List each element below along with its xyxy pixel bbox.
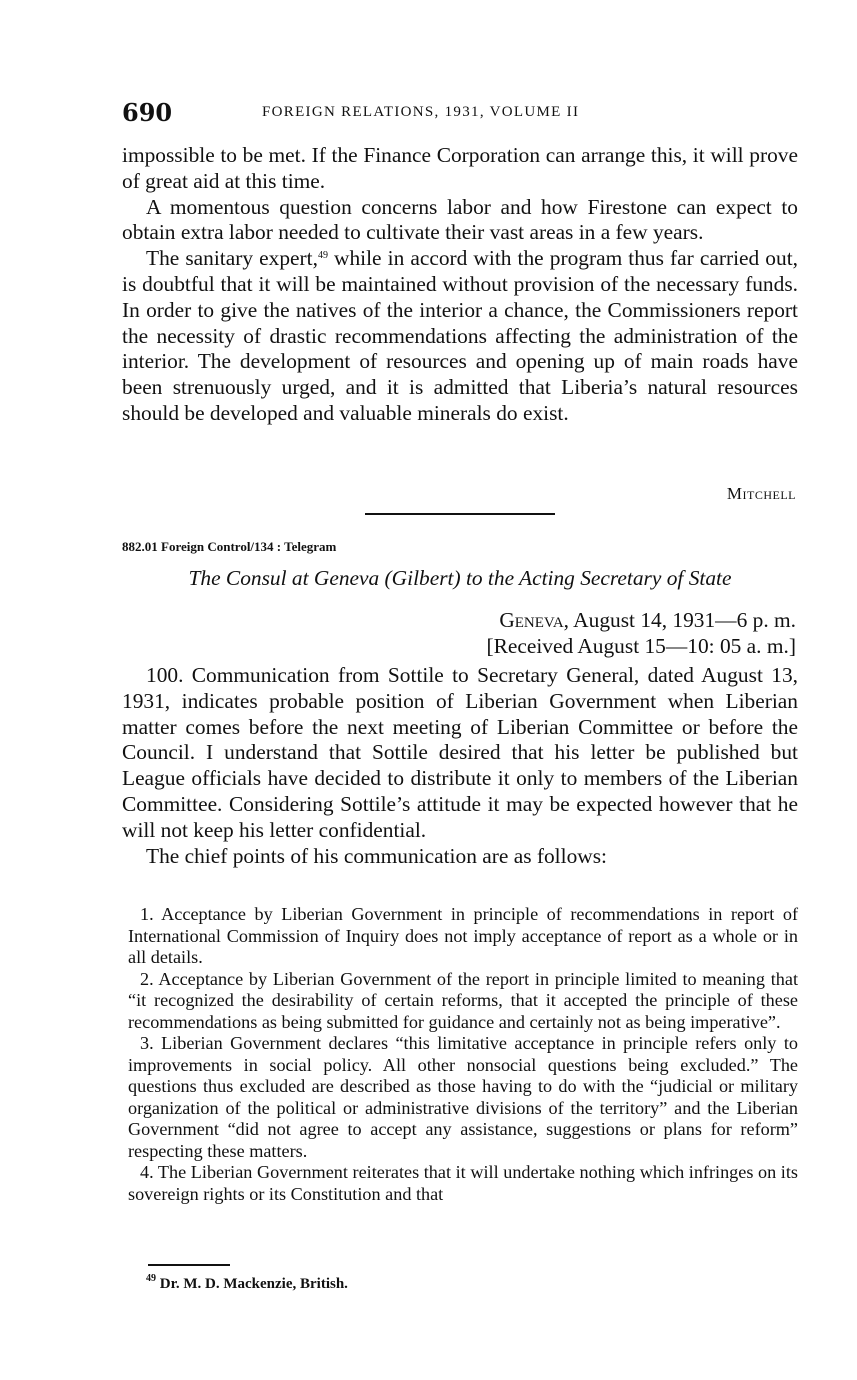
- page-header: [122, 98, 798, 128]
- footnote-number: 49: [146, 1273, 156, 1284]
- signature: Mitchell: [726, 484, 796, 503]
- paragraph: [122, 246, 798, 427]
- paragraph: 100. Communication from Sottile to Secretary General, dated August 13, 1931, indicates probable position of Liberian Government when Liberian matter comes before the next meeting of Liberian Committee or before the Council. I understand that Sottile desired that his letter be published but League officials have decided to distribute it only to members of the Liberian Committee. Considering Sottile’s attitude it may be expected however that he will not keep his letter confidential.: [122, 663, 798, 842]
- paragraph-text: while in accord with the program thus far carried out, is doubtful that it will be maintained without provision of the necessary funds. In order to give the natives of the interior a chance, the Commissioners report the necessity of drastic recommendations affecting the administration of the interior. The development of resources and opening up of main roads have been strenuously urged, and it is admitted that Liberia’s natural resources should be developed and valuable minerals do exist.: [122, 246, 798, 425]
- running-head: FOREIGN RELATIONS, 1931, VOLUME II: [262, 104, 580, 120]
- telegram-body: [122, 663, 798, 869]
- footnote-reference: 49: [317, 250, 328, 262]
- received-line: [Received August 15—10: 05 a. m.]: [486, 633, 796, 658]
- footnote: [146, 1273, 348, 1293]
- footnote-text: Dr. M. D. Mackenzie, British.: [156, 1276, 348, 1292]
- paragraph-text: The sanitary expert,: [146, 246, 318, 271]
- paragraph: The chief points of his communication are as follows:: [146, 843, 607, 868]
- footnote-divider: [148, 1264, 230, 1266]
- document-title: The Consul at Geneva (Gilbert) to the Acting Secretary of State: [188, 566, 732, 590]
- list-item: 3. Liberian Government declares “this limitative acceptance in principle refers only to improvements in social policy. All other nonsocial questions being excluded.” The questions thus excluded are described as those having to do with the “judicial or military organization of the political or administrative divisions of the territory” and the Liberian Government “did not agree to accept any assistance, suggestions or plans for reform” respecting these matters.: [128, 1033, 798, 1161]
- continuation-text: [122, 143, 798, 427]
- paragraph: impossible to be met. If the Finance Corporation can arrange this, it will prove of great aid at this time.: [122, 143, 798, 193]
- list-item: 4. The Liberian Government reiterates that it will undertake nothing which infringes on its sovereign rights or its Constitution and that: [128, 1162, 798, 1204]
- file-number: 882.01 Foreign Control/134 : Telegram: [122, 539, 337, 554]
- list-item: 1. Acceptance by Liberian Government in principle of recommendations in report of International Commission of Inquiry does not imply acceptance of report as a whole or in all details.: [128, 904, 798, 967]
- points-list: [128, 904, 798, 1205]
- page-number: 690: [122, 98, 173, 127]
- place: Geneva: [499, 608, 564, 632]
- dateline: [486, 608, 796, 660]
- section-divider: [365, 513, 555, 515]
- date-line: [486, 608, 796, 634]
- date-time: , August 14, 1931—6 p. m.: [563, 608, 796, 632]
- paragraph: A momentous question concerns labor and how Firestone can expect to obtain extra labor needed to cultivate their vast areas in a few years.: [122, 194, 798, 245]
- list-item: 2. Acceptance by Liberian Government of the report in principle limited to meaning that “it recognized the desirability of certain reforms, that it accepted the principle of these recommendations as being submitted for guidance and certainly not as being imperative”.: [128, 968, 798, 1032]
